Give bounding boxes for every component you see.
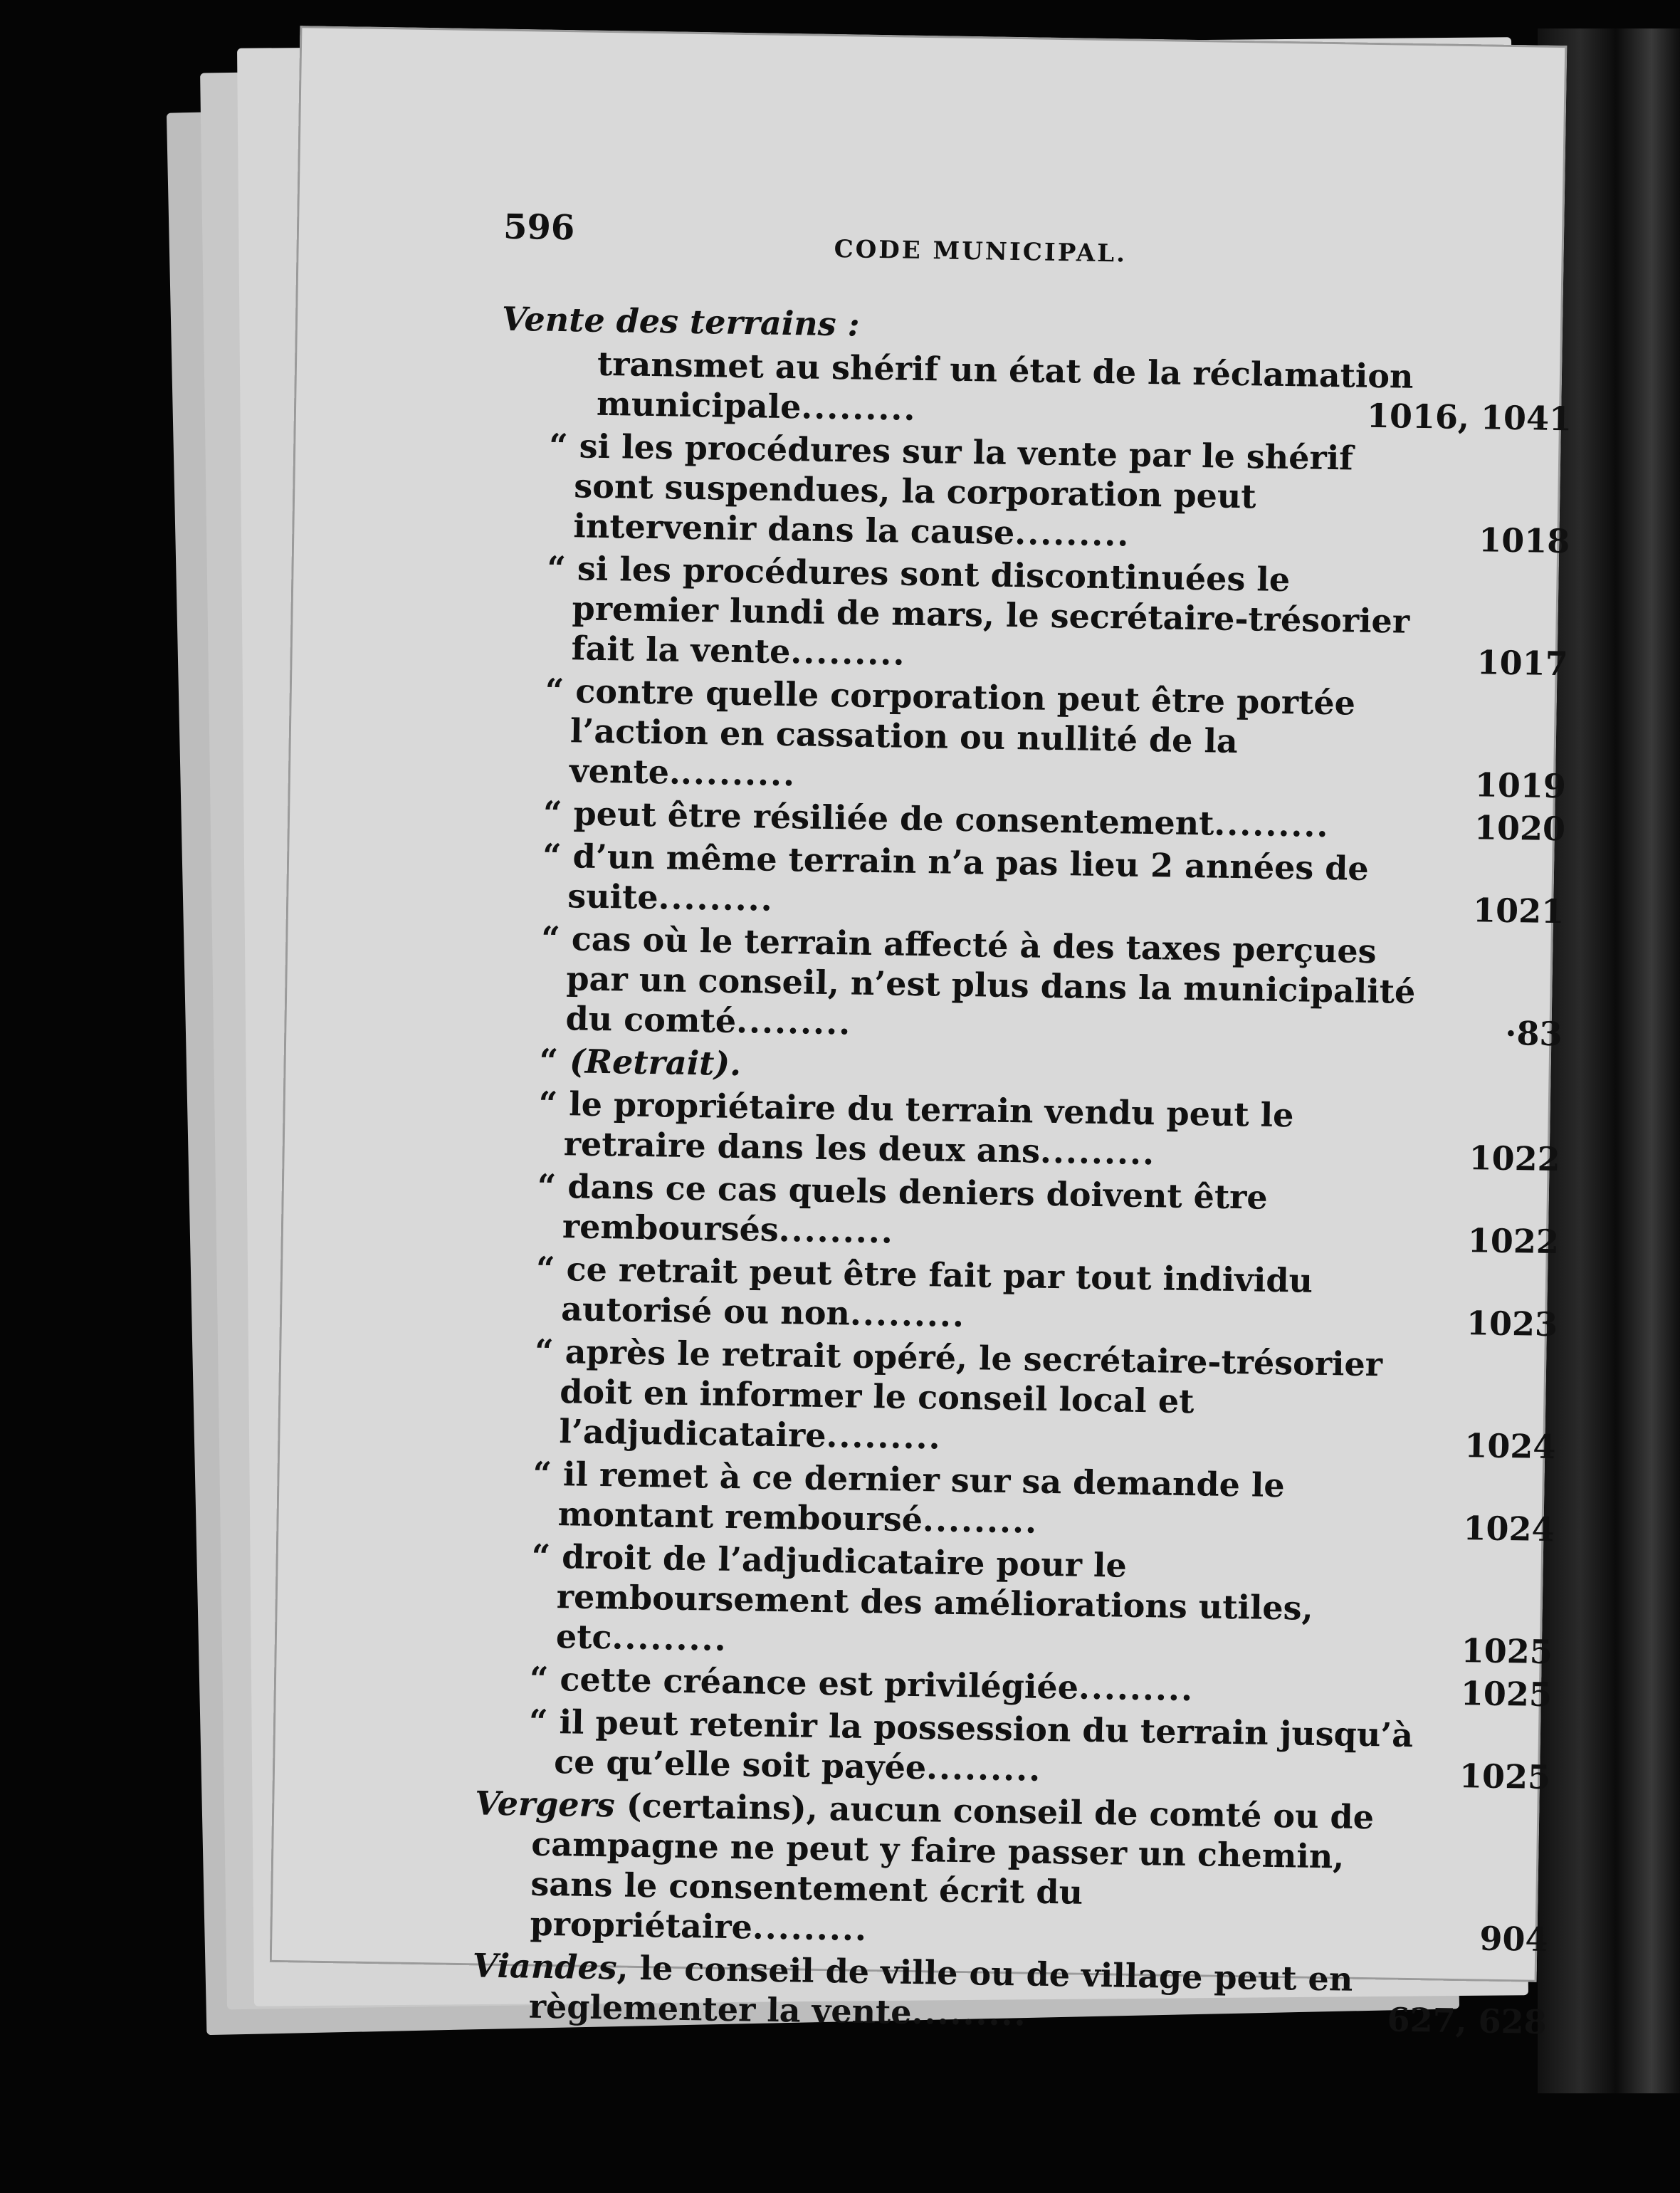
index-entry	[493, 548, 1569, 684]
entry-body: cette créance est privilégiée	[560, 1660, 1079, 1707]
leader-dots: .........	[826, 1416, 943, 1457]
entry-text	[493, 548, 1441, 682]
ditto-mark: “	[545, 671, 576, 711]
ditto-mark: “	[535, 1249, 567, 1289]
section-heading: Vente des terrains :	[501, 299, 861, 344]
book-page	[270, 26, 1573, 2042]
entry-body: peut être résiliée de consentement	[573, 794, 1214, 843]
ditto-mark: “	[532, 1454, 564, 1494]
ditto-mark: “	[528, 1702, 560, 1742]
entry-text	[476, 1700, 1424, 1795]
ditto-mark: “	[537, 1166, 568, 1206]
entry-body: transmet au shérif un état de la réclamation municipale	[596, 344, 1414, 426]
article-reference: 904	[1479, 1919, 1548, 1959]
leader-dots: .........	[658, 878, 775, 918]
entry-text	[471, 1945, 1419, 2040]
index-entry	[478, 1535, 1553, 1672]
entry-text	[485, 1082, 1433, 1177]
index-entry	[489, 835, 1565, 931]
leader-dots: .........	[1014, 513, 1130, 554]
ditto-mark: “	[542, 836, 574, 876]
leader-dots: .........	[789, 632, 906, 673]
article-reference: 1024	[1464, 1426, 1556, 1467]
headword: Viandes	[472, 1946, 618, 1987]
index-entry	[476, 1700, 1551, 1797]
leader-dots: .........	[752, 1907, 868, 1949]
index-entry	[491, 670, 1567, 806]
entry-body: d’un même terrain n’a pas lieu 2 années de suite	[567, 837, 1370, 917]
entry-body: si les procédures sont discontinuées le premier lundi de mars, le secrétaire-trésorier fait la vente	[571, 549, 1410, 671]
entry-body: , le conseil de ville ou de village peut en règlementer la vente	[528, 1948, 1353, 2032]
article-reference: 1020	[1474, 808, 1566, 849]
ditto-mark: “	[539, 1041, 570, 1081]
entry-body: (Retrait).	[569, 1042, 742, 1084]
running-head: CODE MUNICIPAL.	[834, 235, 1128, 268]
entry-text	[495, 425, 1443, 560]
headword: Vergers	[474, 1784, 616, 1825]
article-reference: 1016, 1041	[1366, 396, 1573, 439]
ditto-mark: “	[548, 426, 580, 466]
index-entries	[471, 335, 1573, 2043]
entry-body: cas où le terrain affecté à des taxes perçues par un conseil, n’est plus dans la municipalité du comté	[565, 919, 1416, 1040]
index-entry	[497, 342, 1573, 439]
entry-body: contre quelle corporation peut être portée l’action en cassation ou nullité de la vente.	[569, 671, 1356, 792]
index-entry	[485, 1082, 1561, 1179]
article-reference: 1022	[1467, 1221, 1560, 1262]
entry-body: si les procédures sur la vente par le shérif sont suspendues, la corporation peut intervenir dans la cause	[573, 426, 1354, 553]
entry-body: (certains), aucun conseil de comté ou de campagne ne peut y faire passer un chemin, sans le consentement écrit du propriétaire	[530, 1786, 1375, 1947]
article-reference: 1021	[1472, 891, 1565, 931]
article-reference: 1017	[1476, 643, 1569, 684]
page-content	[270, 26, 1573, 2042]
entry-text	[481, 1330, 1429, 1465]
entry-body: ce retrait peut être fait par tout individu autorisé ou non	[560, 1250, 1313, 1333]
article-reference: 1025	[1460, 1674, 1553, 1715]
article-reference: 1025	[1459, 1757, 1551, 1797]
entry-body: dans ce cas quels deniers doivent être remboursés	[562, 1167, 1269, 1249]
leader-dots: .........	[1213, 804, 1330, 845]
leader-dots: .........	[922, 1500, 1039, 1541]
ditto-mark: “	[542, 793, 574, 833]
article-reference: 627, 628	[1387, 2000, 1548, 2042]
index-entry	[484, 1165, 1560, 1262]
leader-dots: .........	[925, 1748, 1042, 1789]
article-reference: ·83	[1505, 1013, 1563, 1054]
leader-dots: .........	[1039, 1131, 1156, 1173]
leader-dots: .........	[1078, 1668, 1195, 1709]
article-reference: 1018	[1478, 520, 1570, 561]
entry-text	[473, 1783, 1422, 1957]
entry-text	[483, 1247, 1431, 1342]
entry-body: droit de l’adjudicataire pour le remboursement des améliorations utiles, etc	[555, 1537, 1314, 1657]
page-number: 596	[503, 206, 575, 248]
ditto-mark: “	[529, 1659, 560, 1699]
entry-text	[487, 918, 1435, 1052]
index-entry	[479, 1453, 1555, 1549]
ditto-mark: “	[531, 1537, 562, 1576]
leader-dots: .........	[800, 387, 917, 428]
entry-body: il remet à ce dernier sur sa demande le montant remboursé	[557, 1455, 1286, 1539]
ditto-mark: “	[538, 1084, 569, 1124]
entry-body: il peut retenir la possession du terrain jusqu’à ce qu’elle soit payée	[553, 1702, 1414, 1787]
article-reference: 1025	[1461, 1631, 1553, 1672]
entry-text	[491, 670, 1439, 805]
leader-dots: .........	[611, 1618, 728, 1658]
article-reference: 1022	[1469, 1139, 1561, 1179]
leader-dots: .........	[735, 1001, 852, 1042]
leader-dots: .........	[849, 1294, 966, 1335]
ditto-mark: “	[547, 548, 578, 588]
leader-dots: .........	[778, 1210, 895, 1251]
index-entry	[487, 918, 1563, 1054]
entry-text	[484, 1165, 1432, 1260]
entry-text	[497, 342, 1445, 437]
index-entry	[483, 1247, 1558, 1344]
index-entry	[495, 425, 1570, 561]
article-reference: 1023	[1466, 1304, 1558, 1344]
leader-dots: .........	[680, 753, 797, 794]
entry-text	[478, 1535, 1426, 1670]
article-reference: 1019	[1474, 765, 1567, 806]
article-reference: 1024	[1463, 1509, 1555, 1549]
headword-entry	[471, 1945, 1548, 2042]
leader-dots: .........	[911, 1993, 1028, 2034]
index-entry	[481, 1330, 1556, 1467]
entry-body: le propriétaire du terrain vendu peut le retraire dans les deux ans	[563, 1084, 1294, 1171]
entry-body: après le retrait opéré, le secrétaire-trésorier doit en informer le conseil local et l’adjudicataire	[559, 1332, 1383, 1455]
headword-entry	[473, 1783, 1548, 1959]
ditto-mark: “	[540, 918, 572, 958]
entry-text	[489, 835, 1437, 930]
entry-text	[479, 1453, 1427, 1547]
ditto-mark: “	[534, 1331, 566, 1371]
